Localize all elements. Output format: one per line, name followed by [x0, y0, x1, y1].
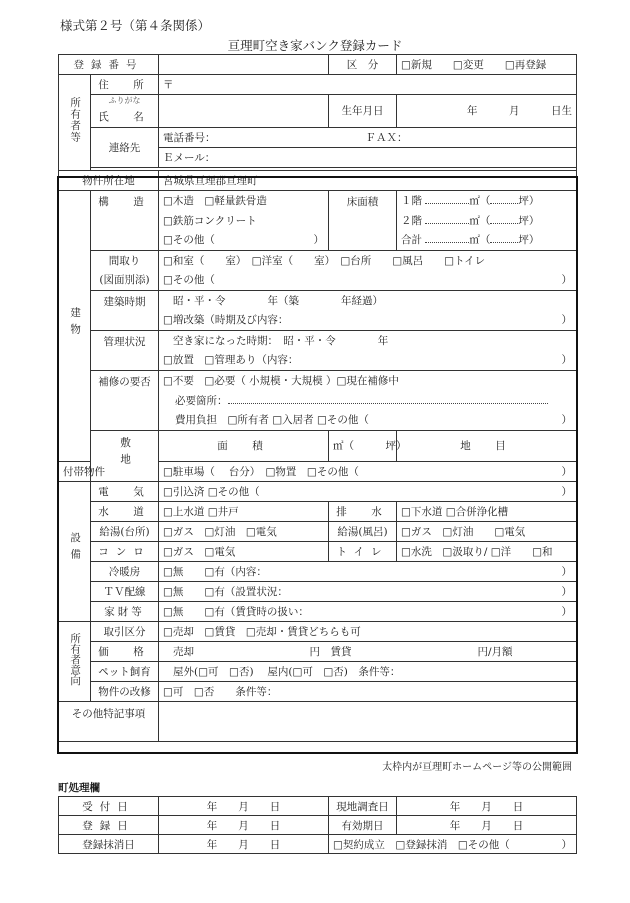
- aircon-options: □無 □有（内容：: [163, 565, 267, 578]
- equip-group-label: 設備: [59, 481, 91, 621]
- repair-line1[interactable]: □不要 □必要（ 小規模・大規模 ）□現在補修中: [159, 370, 577, 390]
- structure-line3[interactable]: [159, 230, 329, 250]
- name-label: 氏 名: [91, 106, 159, 127]
- land-area-label: 面 積: [159, 430, 329, 461]
- address-label: 住 所: [91, 75, 159, 95]
- layout-close: ）: [561, 274, 572, 287]
- birth-field[interactable]: 年 月 日生: [397, 95, 577, 128]
- mgmt-content: □放置 □管理あり（内容：: [163, 354, 299, 367]
- email-field[interactable]: [159, 147, 577, 167]
- floor2-area-unit: ㎡（: [469, 214, 491, 227]
- floor-area-label: 床面積: [329, 190, 397, 250]
- floor-total-label: 合計: [401, 234, 422, 247]
- structure-line1[interactable]: □木造 □軽量鉄骨造: [159, 190, 329, 210]
- structure-other: □その他（: [163, 234, 215, 247]
- received-date[interactable]: 年 月 日: [159, 797, 329, 816]
- email-label: Ｅメール：: [163, 151, 216, 164]
- building-group-label: 建物: [59, 190, 91, 461]
- structure-line2[interactable]: □鉄筋コンクリート: [159, 210, 329, 230]
- valid-label: 有効期日: [329, 816, 397, 835]
- owner-group-label: 所有者等: [59, 75, 91, 171]
- main-form-table: [58, 54, 577, 742]
- structure-label: 構 造: [91, 190, 159, 250]
- repair-cost: 費用負担 □所有者 □入居者 □その他（: [175, 414, 369, 427]
- delisted-close: ）: [561, 838, 572, 851]
- name-field[interactable]: [159, 106, 329, 127]
- pet-field[interactable]: 屋外(□可 □否) 屋内(□可 □否) 条件等：: [159, 661, 577, 681]
- location-label: 物件所在地: [59, 170, 159, 190]
- deal-field[interactable]: □売却 □賃貸 □売却・賃貸どちらも可: [159, 621, 577, 641]
- built-label: 建築時期: [91, 290, 159, 330]
- office-use-table: [58, 796, 577, 854]
- owner-intent-group-label: 所有者意向: [59, 621, 91, 701]
- repair-close: ）: [561, 414, 572, 427]
- pet-label: ペット飼育: [91, 661, 159, 681]
- aircon-close: ）: [561, 565, 572, 578]
- repair-line3[interactable]: [159, 410, 577, 430]
- land-cat-label: 地 目: [397, 430, 577, 461]
- office-section-label: 町処理欄: [58, 782, 100, 794]
- total-area-unit: ㎡（: [469, 234, 491, 247]
- public-range-note: 太枠内が亘理町ホームページ等の公開範囲: [382, 762, 572, 773]
- hotwater-kitchen-label: 給湯(台所): [91, 521, 159, 541]
- layout-label: 間取り: [91, 250, 159, 270]
- survey-date[interactable]: 年 月 日: [397, 797, 577, 816]
- location-field[interactable]: 宮城県亘理郡亘理町: [159, 170, 577, 190]
- repair-label: 補修の要否: [91, 370, 159, 430]
- mgmt-line1[interactable]: 空き家になった時期： 昭・平・令 年: [159, 330, 577, 350]
- price-field[interactable]: 売却 円 賃貸 円/月額: [159, 641, 577, 661]
- built-line1[interactable]: 昭・平・令 年（築 年経過）: [159, 290, 577, 310]
- hotwater-kitchen-field[interactable]: □ガス □灯油 □電気: [159, 521, 329, 541]
- layout-line2[interactable]: [159, 270, 577, 290]
- floor2-tsubo-unit: 坪）: [518, 214, 540, 227]
- registered-label: 登録日: [59, 816, 159, 835]
- floor1-label: １階: [401, 194, 422, 207]
- electric-close: ）: [561, 485, 572, 498]
- repair-line2[interactable]: [159, 390, 577, 410]
- tv-field[interactable]: [159, 581, 577, 601]
- contact-label: 連絡先: [91, 127, 159, 167]
- mgmt-label: 管理状況: [91, 330, 159, 370]
- water-field[interactable]: □上水道 □井戸: [159, 501, 329, 521]
- birth-label: 生年月日: [329, 95, 397, 128]
- remarks-field[interactable]: [159, 701, 577, 741]
- attached-options: □駐車場（ 台分） □物置 □その他（: [163, 465, 359, 478]
- tv-label: ＴＶ配線: [91, 581, 159, 601]
- modify-label: 物件の改修: [91, 681, 159, 701]
- floor1-area-unit: ㎡（: [469, 194, 491, 207]
- built-renovation: □増改築（時期及び内容：: [163, 314, 289, 327]
- layout-sub-label: (図面別添): [91, 270, 159, 290]
- phone-label: 電話番号：: [163, 131, 216, 144]
- remarks-label: その他特記事項: [59, 701, 159, 741]
- furniture-close: ）: [561, 605, 572, 618]
- division-options[interactable]: □新規 □変更 □再登録: [397, 55, 577, 75]
- form-title: 亘理町空き家バンク登録カード: [227, 38, 403, 53]
- electric-label: 電 気: [91, 481, 159, 501]
- phone-fax-field[interactable]: [159, 127, 577, 147]
- furniture-field[interactable]: [159, 601, 577, 621]
- deal-label: 取引区分: [91, 621, 159, 641]
- delisted-options-field[interactable]: [329, 835, 577, 854]
- aircon-label: 冷暖房: [91, 561, 159, 581]
- address-field[interactable]: [159, 75, 577, 95]
- tv-options: □無 □有（設置状況：: [163, 585, 288, 598]
- modify-field[interactable]: □可 □否 条件等：: [159, 681, 577, 701]
- delisted-date[interactable]: 年 月 日: [159, 835, 329, 854]
- electric-field[interactable]: [159, 481, 577, 501]
- delisted-options: □契約成立 □登録抹消 □その他（: [333, 838, 510, 851]
- repair-places: 必要箇所：: [175, 394, 228, 407]
- hotwater-bath-label: 給湯(風呂): [329, 521, 397, 541]
- layout-line1[interactable]: □和室（ 室） □洋室（ 室） □台所 □風呂 □トイレ: [159, 250, 577, 270]
- registered-date[interactable]: 年 月 日: [159, 816, 329, 835]
- furigana-field[interactable]: [159, 95, 329, 107]
- toilet-field[interactable]: □水洗 □汲取り/ □洋 □和: [397, 541, 577, 561]
- layout-other: □その他（: [163, 274, 215, 287]
- attached-close: ）: [561, 465, 572, 478]
- furigana-label: ふりがな: [91, 95, 159, 107]
- tv-close: ）: [561, 585, 572, 598]
- hotwater-bath-field[interactable]: □ガス □灯油 □電気: [397, 521, 577, 541]
- floor1-field[interactable]: [397, 190, 577, 210]
- mgmt-line2[interactable]: [159, 350, 577, 370]
- aircon-field[interactable]: [159, 561, 577, 581]
- floor-total-field[interactable]: [397, 230, 577, 250]
- division-label: 区 分: [329, 55, 397, 75]
- fax-label: ＦＡＸ：: [365, 131, 408, 144]
- attached-field[interactable]: [159, 461, 577, 481]
- valid-date[interactable]: 年 月 日: [397, 816, 577, 835]
- electric-options: □引込済 □その他（: [163, 485, 260, 498]
- furniture-options: □無 □有（賃貸時の扱い：: [163, 605, 309, 618]
- drain-field[interactable]: □下水道 □合併浄化槽: [397, 501, 577, 521]
- stove-field[interactable]: □ガス □電気: [159, 541, 329, 561]
- built-close: ）: [561, 314, 572, 327]
- reg-no-label: 登録番号: [59, 55, 159, 75]
- water-label: 水 道: [91, 501, 159, 521]
- survey-label: 現地調査日: [329, 797, 397, 816]
- land-group-label: 敷地: [91, 430, 159, 481]
- received-label: 受付日: [59, 797, 159, 816]
- reg-no-field[interactable]: [159, 55, 329, 75]
- delisted-label: 登録抹消日: [59, 835, 159, 854]
- attached-label: 付帯物件: [59, 461, 91, 481]
- stove-label: コンロ: [91, 541, 159, 561]
- drain-label: 排 水: [329, 501, 397, 521]
- form-number: 様式第２号（第４条関係）: [60, 18, 211, 33]
- price-label: 価 格: [91, 641, 159, 661]
- furniture-label: 家財等: [91, 601, 159, 621]
- floor2-field[interactable]: [397, 210, 577, 230]
- mgmt-close: ）: [561, 354, 572, 367]
- structure-close: ）: [313, 234, 324, 247]
- toilet-label: トイレ: [329, 541, 397, 561]
- floor2-label: ２階: [401, 214, 422, 227]
- floor1-tsubo-unit: 坪）: [518, 194, 540, 207]
- total-tsubo-unit: 坪）: [518, 234, 540, 247]
- built-line2[interactable]: [159, 310, 577, 330]
- postal-mark: 〒: [163, 79, 174, 91]
- land-area-field[interactable]: ㎡（ 坪）: [329, 430, 397, 461]
